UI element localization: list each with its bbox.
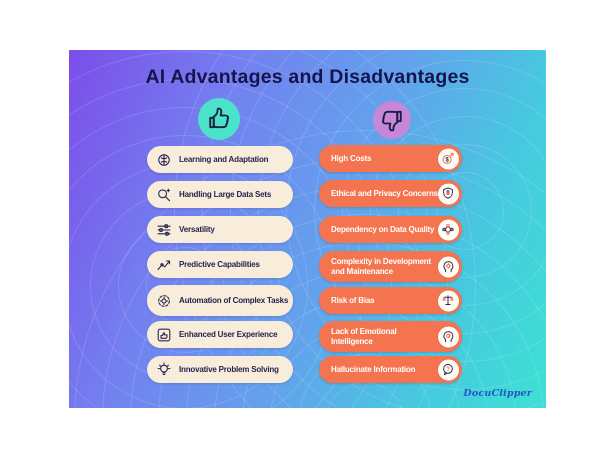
advantage-item: [147, 285, 293, 316]
disadvantage-item: [319, 145, 462, 172]
disadvantage-item: [319, 287, 462, 314]
disadvantage-label: Ethical and Privacy Concerns: [331, 188, 438, 198]
advantage-label: Learning and Adaptation: [179, 154, 269, 164]
page-title: AI Advantages and Disadvantages: [145, 66, 470, 88]
infographic-poster: [69, 50, 546, 408]
background-ripples: [69, 50, 546, 408]
shield-lock-icon: [438, 183, 459, 204]
svg-text:$: $: [445, 157, 449, 164]
cost-dollar-icon: [438, 148, 459, 169]
advantage-item: [147, 181, 293, 208]
lightbulb-icon: [156, 362, 172, 378]
trend-chart-icon: [156, 257, 172, 273]
brand-logo: DocuClipper: [463, 388, 532, 399]
advantage-label: Versatility: [179, 224, 215, 234]
advantage-label: Automation of Complex Tasks: [179, 295, 289, 305]
ripple-circle: [74, 130, 546, 408]
gear-icon: [156, 293, 172, 309]
disadvantage-item: [319, 356, 462, 383]
advantage-label: Innovative Problem Solving: [179, 364, 279, 374]
thumbs-up-frame-icon: [156, 327, 172, 343]
disadvantage-item: [319, 216, 462, 243]
ripple-circle: [314, 60, 546, 362]
disadvantage-label: Lack of Emotional Intelligence: [331, 327, 397, 346]
advantage-label: Predictive Capabilities: [179, 259, 260, 269]
disadvantage-item: [319, 251, 462, 282]
advantage-label: Enhanced User Experience: [179, 329, 278, 339]
advantage-item: [147, 321, 293, 348]
ripple-circle: [326, 382, 404, 408]
head-gear-icon: [438, 256, 459, 277]
advantages-badge: [198, 98, 240, 140]
advantage-item: [147, 356, 293, 383]
disadvantage-label: Complexity in Development and Maintenance: [331, 257, 431, 276]
data-quality-icon: [438, 219, 459, 240]
advantage-item: [147, 146, 293, 173]
head-brain-icon: [438, 326, 459, 347]
thumbs-up-icon: [205, 105, 233, 133]
disadvantage-label: Risk of Bias: [331, 295, 375, 305]
disadvantages-badge: [373, 101, 411, 139]
disadvantage-label: Hallucinate Information: [331, 364, 416, 374]
scales-icon: [438, 290, 459, 311]
advantage-item: [147, 216, 293, 243]
question-bubble-icon: [438, 359, 459, 380]
advantage-item: [147, 251, 293, 278]
disadvantage-label: Dependency on Data Quality: [331, 224, 435, 234]
advantage-label: Handling Large Data Sets: [179, 189, 272, 199]
disadvantage-item: [319, 180, 462, 207]
thumbs-down-icon: [378, 106, 406, 134]
disadvantage-item: [319, 321, 462, 352]
magnifier-data-icon: [156, 187, 172, 203]
brain-icon: [156, 152, 172, 168]
sliders-icon: [156, 222, 172, 238]
svg-text:?: ?: [446, 366, 450, 374]
disadvantage-label: High Costs: [331, 153, 372, 163]
